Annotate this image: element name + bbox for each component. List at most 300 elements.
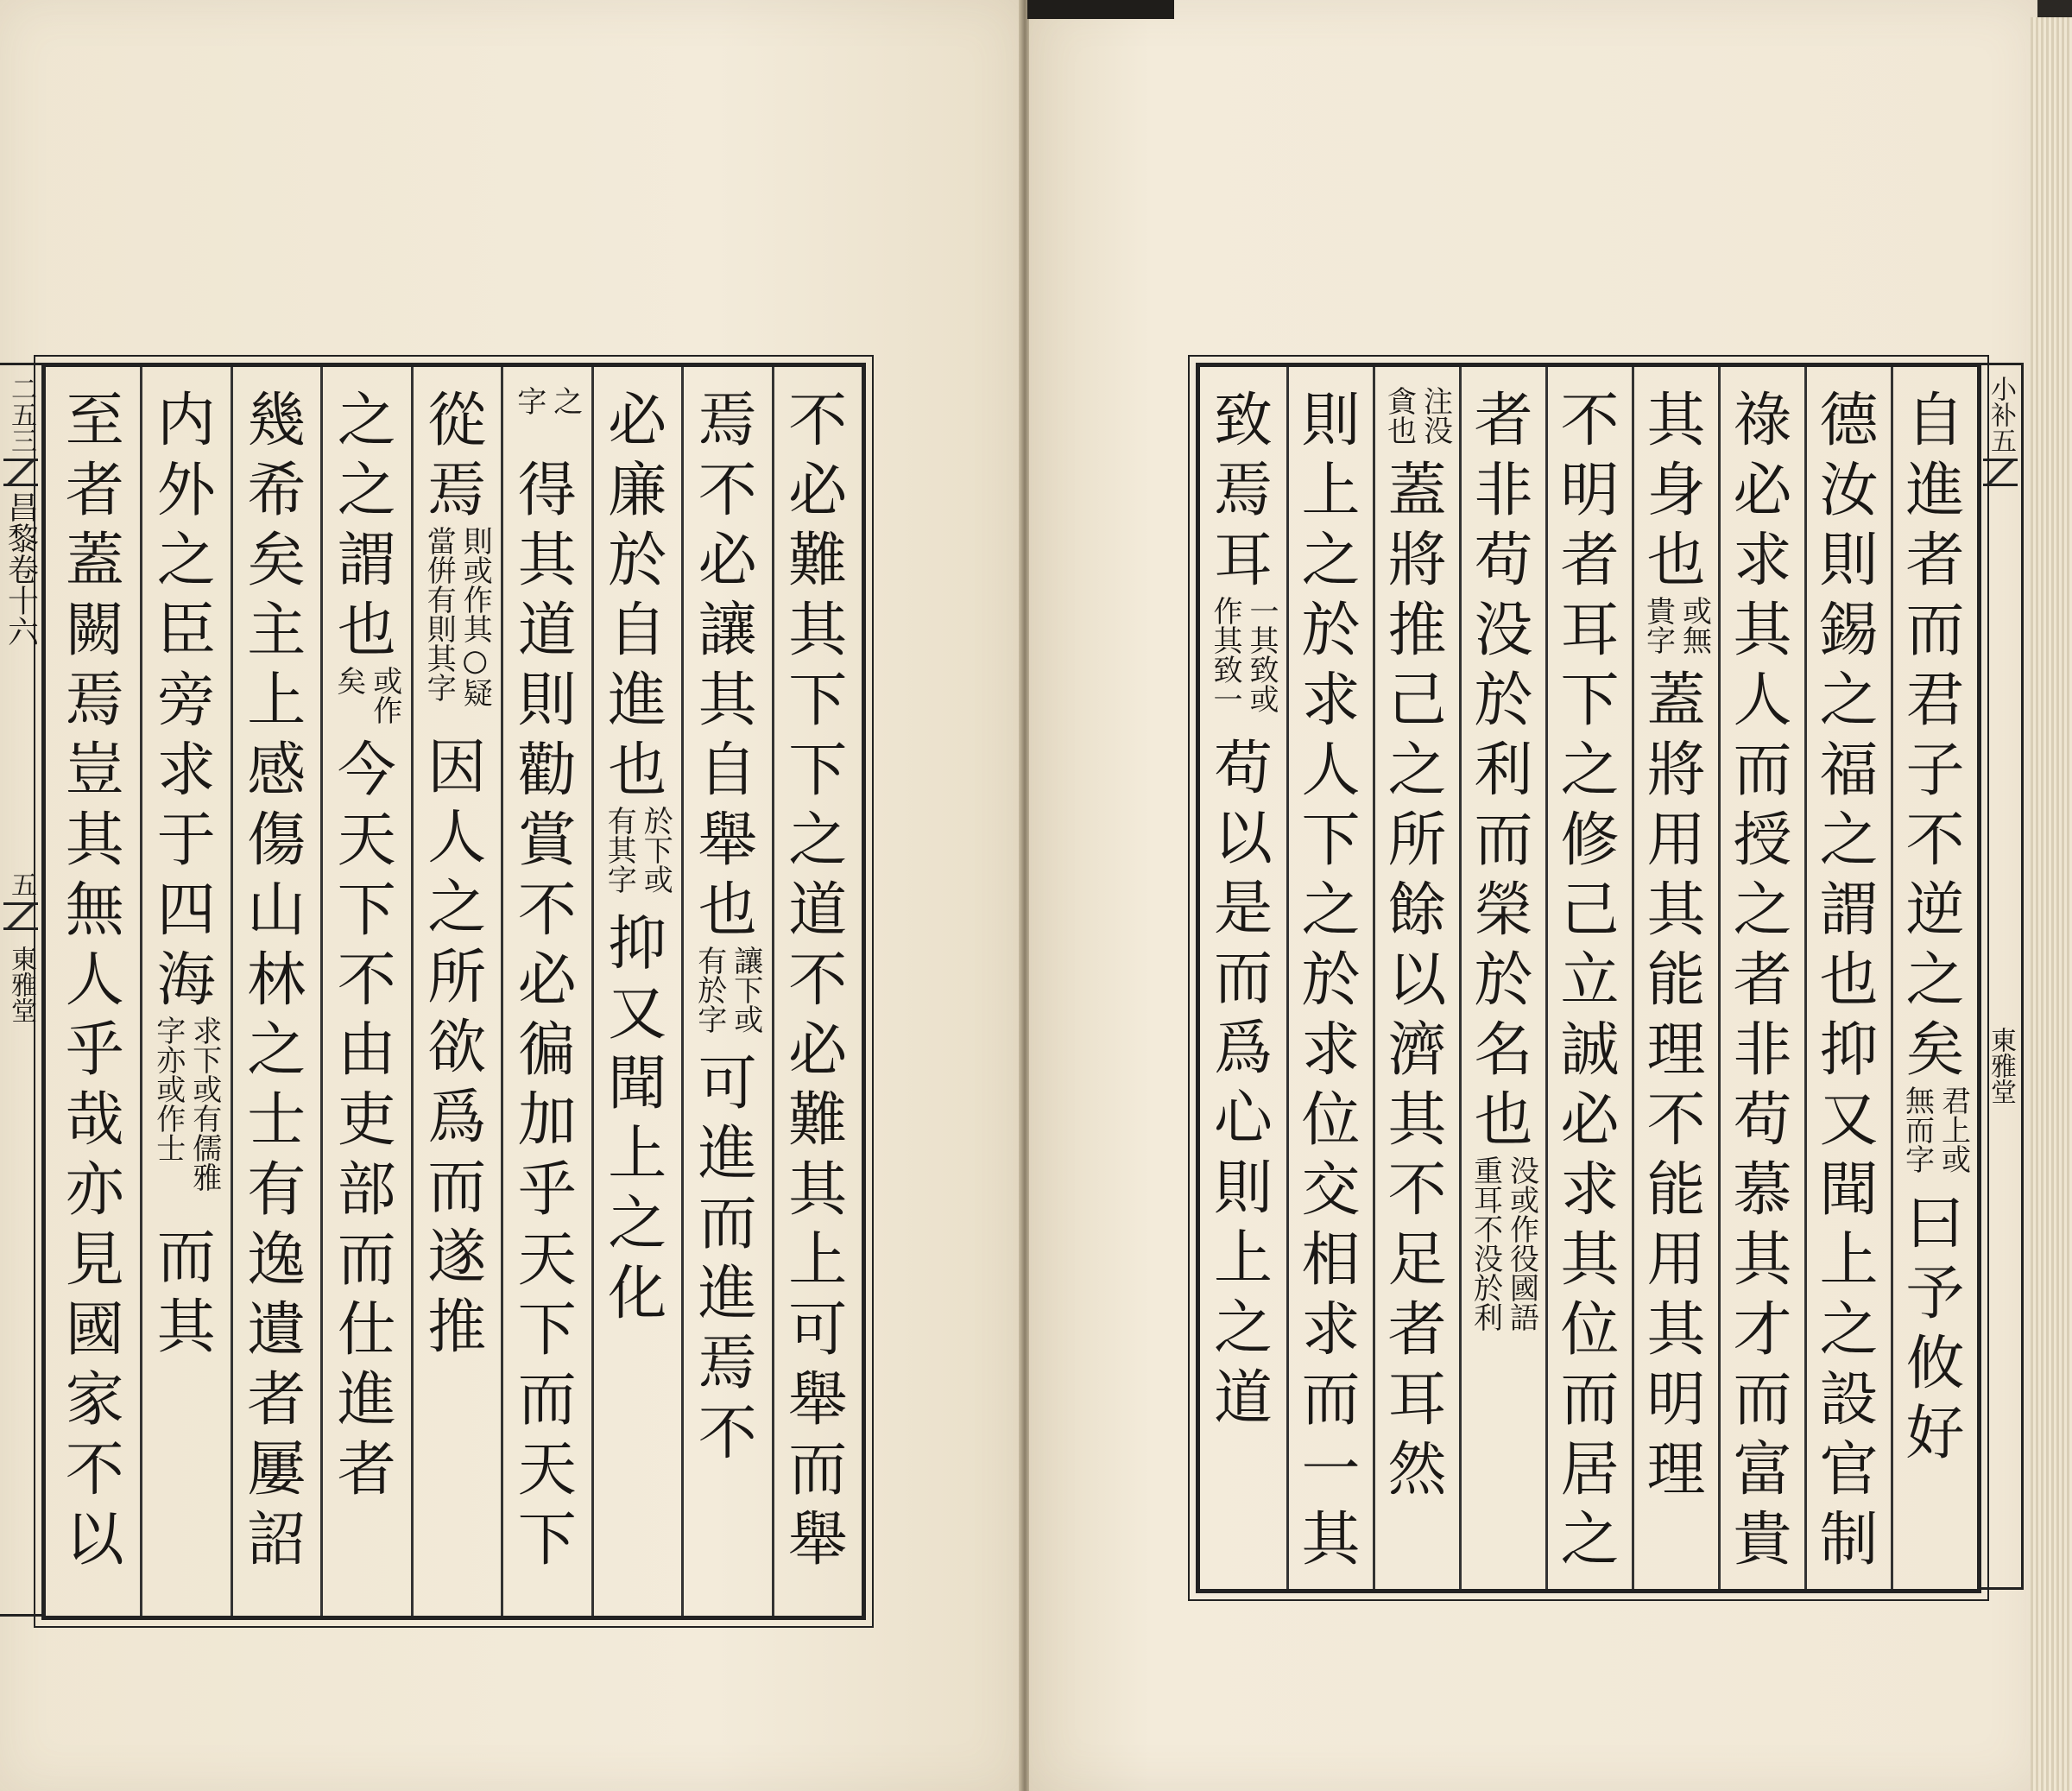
main-character: 不 — [1905, 807, 1965, 875]
main-character: 化 — [608, 1260, 667, 1328]
text-column — [320, 367, 411, 1616]
main-character: 耳 — [1560, 597, 1620, 665]
main-character: 因 — [427, 734, 487, 802]
text-column — [1459, 367, 1545, 1589]
interlinear-note — [421, 526, 492, 733]
main-character: 也 — [608, 737, 667, 805]
main-character: 所 — [427, 944, 487, 1012]
main-character: 之 — [427, 874, 487, 942]
main-character: 推 — [427, 1294, 487, 1362]
main-character: 蓋 — [1646, 667, 1706, 735]
main-character: 授 — [1733, 807, 1792, 875]
main-character: 餘 — [1387, 877, 1447, 945]
main-character: 下 — [337, 877, 396, 945]
main-character: 遂 — [427, 1224, 487, 1292]
main-character: 至 — [65, 387, 124, 455]
main-character: 官 — [1819, 1436, 1879, 1504]
main-character: 不 — [698, 1400, 757, 1468]
main-character: 君 — [1905, 667, 1965, 735]
text-column — [231, 367, 321, 1616]
main-character: 有 — [247, 1156, 306, 1225]
main-character: 明 — [1560, 457, 1620, 525]
main-character: 上 — [1301, 457, 1361, 525]
main-character: 之 — [1560, 737, 1620, 805]
main-character: 不 — [65, 1436, 124, 1504]
note-line: 之 — [547, 386, 583, 415]
main-character: 仕 — [337, 1296, 396, 1364]
main-character: 於 — [1301, 946, 1361, 1015]
main-character: 其 — [156, 1294, 216, 1362]
main-character: 無 — [65, 877, 124, 945]
main-character: 曰 — [1905, 1190, 1965, 1258]
main-character: 詔 — [247, 1506, 306, 1574]
main-character: 乎 — [65, 1016, 124, 1085]
main-character: 抑 — [1819, 1016, 1879, 1085]
main-character: 其 — [1560, 1226, 1620, 1294]
main-character: 苟 — [1733, 1086, 1792, 1155]
note-line: 貴字 — [1640, 596, 1676, 655]
main-character: 之 — [156, 527, 216, 595]
main-character: 幾 — [247, 387, 306, 455]
main-character: 人 — [65, 946, 124, 1015]
interlinear-note — [1641, 596, 1712, 666]
main-character: 立 — [1560, 946, 1620, 1015]
main-character: 祿 — [1733, 387, 1792, 455]
main-character: 逆 — [1905, 877, 1965, 945]
main-character: 今 — [337, 737, 396, 805]
main-character: 勸 — [517, 737, 577, 805]
main-character: 是 — [1213, 875, 1273, 943]
main-character: 其 — [1646, 1296, 1706, 1364]
main-character: 下 — [517, 1506, 577, 1574]
main-character: 謂 — [337, 527, 396, 595]
main-character: 其 — [1733, 597, 1792, 665]
left-margin-top: 二五三 — [6, 376, 36, 453]
main-character: 蓋 — [65, 527, 124, 595]
main-character: 於 — [1474, 946, 1533, 1015]
main-character: 致 — [1213, 387, 1273, 455]
main-character: 也 — [337, 597, 396, 665]
main-character: 而 — [1560, 1366, 1620, 1434]
text-column — [501, 367, 591, 1616]
interlinear-note — [1900, 1085, 1971, 1189]
main-character: 道 — [517, 597, 577, 665]
main-character: 焉 — [1213, 457, 1273, 525]
note-line: 有於字 — [692, 946, 727, 1034]
main-character: 以 — [1213, 805, 1273, 873]
main-character: 其 — [1646, 877, 1706, 945]
main-character: 理 — [1646, 1436, 1706, 1504]
main-character: 理 — [1646, 1016, 1706, 1085]
main-character: 于 — [156, 807, 216, 875]
main-character: 難 — [788, 527, 848, 595]
main-character: 而 — [1733, 1366, 1792, 1434]
main-character: 傷 — [247, 807, 306, 875]
main-character: 者 — [1474, 387, 1533, 455]
interlinear-note — [332, 666, 402, 736]
main-character: 德 — [1819, 387, 1879, 455]
fish-tail-icon — [1983, 459, 2018, 486]
main-character: 者 — [1905, 527, 1965, 595]
main-character: 之 — [1819, 807, 1879, 875]
note-line: 於下或 — [638, 806, 673, 894]
main-character: 子 — [1905, 737, 1965, 805]
main-character: 其 — [65, 807, 124, 875]
main-character: 用 — [1646, 1226, 1706, 1294]
main-character: 其 — [698, 667, 757, 735]
main-character: 吏 — [337, 1086, 396, 1155]
note-line: 或作 — [367, 666, 402, 725]
main-character: 欲 — [427, 1014, 487, 1082]
main-character: 矣 — [247, 527, 306, 595]
main-character: 一 — [1301, 1436, 1361, 1504]
main-character: 部 — [337, 1156, 396, 1225]
main-character: 錫 — [1819, 597, 1879, 665]
note-line: 有其字 — [602, 806, 637, 894]
main-character: 者 — [1733, 946, 1792, 1015]
main-character: 制 — [1819, 1506, 1879, 1574]
main-character: 之 — [247, 1016, 306, 1085]
main-character: 不 — [517, 877, 577, 945]
main-character: 聞 — [608, 1050, 667, 1118]
main-character: 位 — [1301, 1086, 1361, 1155]
main-character: 内 — [156, 387, 216, 455]
main-character: 者 — [65, 457, 124, 525]
main-character: 不 — [1560, 387, 1620, 455]
main-character: 不 — [1387, 1156, 1447, 1225]
main-character: 徧 — [517, 1016, 577, 1085]
text-column — [1718, 367, 1804, 1589]
main-character: 者 — [1387, 1296, 1447, 1364]
left-columns — [46, 367, 862, 1616]
main-character: 以 — [1387, 946, 1447, 1015]
main-character: 耳 — [1387, 1366, 1447, 1434]
main-character: 進 — [1905, 457, 1965, 525]
main-character: 而 — [1213, 945, 1273, 1013]
main-character: 天 — [517, 1436, 577, 1504]
main-character: 上 — [247, 667, 306, 735]
main-character: 上 — [1213, 1225, 1273, 1293]
main-character: 身 — [1646, 457, 1706, 525]
fish-tail-icon — [3, 459, 38, 486]
interlinear-note — [151, 1016, 222, 1223]
main-character: 之 — [337, 387, 396, 455]
note-line: 注没 — [1418, 386, 1453, 445]
main-character: 也 — [1819, 946, 1879, 1015]
main-character: 誠 — [1560, 1016, 1620, 1085]
text-column — [140, 367, 231, 1616]
main-character: 富 — [1733, 1436, 1792, 1504]
top-edge — [1027, 0, 1174, 19]
note-line: 重耳不没於利 — [1468, 1155, 1503, 1332]
main-character: 耳 — [1213, 527, 1273, 595]
main-character: 己 — [1560, 877, 1620, 945]
main-character: 得 — [517, 457, 577, 525]
main-character: 足 — [1387, 1226, 1447, 1294]
interlinear-note — [1382, 386, 1453, 456]
text-column — [1200, 367, 1286, 1589]
main-character: 則 — [1213, 1155, 1273, 1223]
main-character: 天 — [337, 807, 396, 875]
main-character: 求 — [156, 737, 216, 805]
main-character: 交 — [1301, 1156, 1361, 1225]
main-character: 然 — [1387, 1436, 1447, 1504]
main-character: 下 — [517, 1296, 577, 1364]
text-column — [591, 367, 682, 1616]
main-character: 求 — [1301, 1016, 1361, 1085]
main-character: 又 — [608, 980, 667, 1048]
main-character: 明 — [1646, 1366, 1706, 1434]
note-line: 字 — [511, 386, 546, 415]
main-character: 舉 — [788, 1366, 848, 1434]
main-character: 山 — [247, 877, 306, 945]
main-character: 於 — [1474, 667, 1533, 735]
main-character: 於 — [608, 527, 667, 595]
main-character: 者 — [247, 1366, 306, 1434]
interlinear-note — [1469, 1155, 1539, 1363]
main-character: 之 — [1301, 527, 1361, 595]
main-character: 舉 — [788, 1506, 848, 1574]
text-column — [50, 367, 141, 1616]
main-character: 之 — [1560, 1506, 1620, 1574]
main-character: 福 — [1819, 737, 1879, 805]
main-character: 其 — [788, 597, 848, 665]
main-character: 其 — [1646, 387, 1706, 455]
main-character: 能 — [1646, 1156, 1706, 1225]
left-text-block — [41, 363, 866, 1620]
main-character: 之 — [1213, 1294, 1273, 1363]
main-character: 主 — [247, 597, 306, 665]
right-margin-bottom: 東雅堂 — [1986, 1027, 2016, 1104]
main-character: 者 — [1560, 527, 1620, 595]
main-character: 於 — [1301, 597, 1361, 665]
main-character: 臣 — [156, 597, 216, 665]
main-character: 慕 — [1733, 1156, 1792, 1225]
main-character: 將 — [1387, 527, 1447, 595]
main-character: 之 — [608, 1190, 667, 1258]
main-character: 之 — [1733, 877, 1792, 945]
main-character: 之 — [1819, 1296, 1879, 1364]
main-character: 苟 — [1474, 527, 1533, 595]
main-character: 而 — [1905, 597, 1965, 665]
main-character: 加 — [517, 1086, 577, 1155]
main-character: 讓 — [698, 597, 757, 665]
main-character: 能 — [1646, 946, 1706, 1015]
main-character: 可 — [788, 1296, 848, 1364]
interlinear-note — [1208, 596, 1279, 734]
main-character: 又 — [1819, 1086, 1879, 1155]
main-character: 自 — [608, 597, 667, 665]
main-character: 焉 — [698, 387, 757, 455]
left-margin-title: 昌黎卷十六 — [3, 491, 39, 647]
main-character: 也 — [1474, 1086, 1533, 1155]
main-character: 則 — [1819, 527, 1879, 595]
main-character: 上 — [608, 1120, 667, 1188]
note-line: 當倂有則其字 — [421, 526, 457, 702]
main-character: 豈 — [65, 737, 124, 805]
main-character: 求 — [1301, 667, 1361, 735]
main-character: 求 — [1301, 1296, 1361, 1364]
main-character: 不 — [698, 457, 757, 525]
right-text-block — [1196, 363, 1981, 1593]
main-character: 進 — [698, 1120, 757, 1188]
text-column — [1632, 367, 1718, 1589]
main-character: 闕 — [65, 597, 124, 665]
main-character: 賞 — [517, 807, 577, 875]
main-character: 而 — [1301, 1366, 1361, 1434]
text-column — [1891, 367, 1977, 1589]
main-character: 聞 — [1819, 1156, 1879, 1225]
main-character: 汝 — [1819, 457, 1879, 525]
main-character: 而 — [788, 1436, 848, 1504]
main-character: 之 — [1819, 667, 1879, 735]
main-character: 哉 — [65, 1086, 124, 1155]
main-character: 而 — [1474, 807, 1533, 875]
main-character: 而 — [156, 1224, 216, 1292]
text-column — [1373, 367, 1459, 1589]
main-character: 進 — [608, 667, 667, 735]
main-character: 焉 — [427, 457, 487, 525]
main-character: 蓋 — [1387, 457, 1447, 525]
main-character: 用 — [1646, 807, 1706, 875]
main-character: 人 — [427, 804, 487, 872]
note-line: 没或作役國語 — [1504, 1155, 1539, 1332]
main-character: 難 — [788, 1086, 848, 1155]
main-character: 不 — [788, 387, 848, 455]
note-line: 求下或有儒雅 — [186, 1016, 222, 1192]
main-character: 天 — [517, 1226, 577, 1294]
text-column — [681, 367, 772, 1616]
note-line: 無而字 — [1899, 1085, 1935, 1174]
text-column — [1545, 367, 1632, 1589]
main-character: 士 — [247, 1086, 306, 1155]
main-character: 感 — [247, 737, 306, 805]
main-character: 必 — [788, 1016, 848, 1085]
main-character: 亦 — [65, 1156, 124, 1225]
main-character: 下 — [788, 667, 848, 735]
main-character: 希 — [247, 457, 306, 525]
main-character: 濟 — [1387, 1016, 1447, 1085]
main-character: 心 — [1213, 1085, 1273, 1153]
main-character: 家 — [65, 1366, 124, 1434]
main-character: 下 — [788, 737, 848, 805]
main-character: 位 — [1560, 1296, 1620, 1364]
main-character: 求 — [1560, 1156, 1620, 1225]
note-line: 或無 — [1677, 596, 1712, 655]
main-character: 上 — [1819, 1226, 1879, 1294]
main-character: 乎 — [517, 1156, 577, 1225]
right-margin-top: 小补五 — [1986, 376, 2016, 453]
main-character: 而 — [517, 1366, 577, 1434]
main-character: 也 — [698, 877, 757, 945]
main-character: 由 — [337, 1016, 396, 1085]
main-character: 不 — [1646, 1086, 1706, 1155]
main-character: 見 — [65, 1226, 124, 1294]
note-line: 則或作其○疑 — [458, 526, 493, 707]
main-character: 好 — [1905, 1400, 1965, 1468]
left-margin-bottom: 東雅堂 — [6, 946, 36, 1023]
main-character: 爲 — [1213, 1015, 1273, 1083]
main-character: 而 — [1733, 737, 1792, 805]
main-character: 屢 — [247, 1436, 306, 1504]
main-character: 推 — [1387, 597, 1447, 665]
main-character: 自 — [1905, 387, 1965, 455]
main-character: 榮 — [1474, 877, 1533, 945]
main-character: 不 — [337, 946, 396, 1015]
main-character: 從 — [427, 387, 487, 455]
main-character: 攸 — [1905, 1330, 1965, 1398]
main-character: 其 — [1301, 1506, 1361, 1574]
main-character: 設 — [1819, 1366, 1879, 1434]
main-character: 所 — [1387, 807, 1447, 875]
main-character: 之 — [337, 457, 396, 525]
main-character: 必 — [698, 527, 757, 595]
main-character: 苟 — [1213, 735, 1273, 803]
main-character: 之 — [1387, 737, 1447, 805]
interlinear-note — [602, 806, 673, 909]
main-character: 焉 — [65, 667, 124, 735]
text-column — [411, 367, 502, 1616]
main-character: 必 — [1560, 1086, 1620, 1155]
main-character: 而 — [427, 1154, 487, 1222]
main-character: 没 — [1474, 597, 1533, 665]
main-character: 將 — [1646, 737, 1706, 805]
main-character: 貴 — [1733, 1506, 1792, 1574]
main-character: 者 — [337, 1436, 396, 1504]
main-character: 其 — [517, 527, 577, 595]
main-character: 則 — [517, 667, 577, 735]
main-character: 之 — [788, 807, 848, 875]
main-character: 國 — [65, 1296, 124, 1364]
main-character: 謂 — [1819, 877, 1879, 945]
main-character: 之 — [1905, 946, 1965, 1015]
main-character: 也 — [1646, 527, 1706, 595]
main-character: 進 — [337, 1366, 396, 1434]
main-character: 海 — [156, 946, 216, 1015]
main-character: 利 — [1474, 737, 1533, 805]
main-character: 道 — [788, 877, 848, 945]
main-character: 其 — [788, 1156, 848, 1225]
text-column — [772, 367, 862, 1616]
main-character: 下 — [1560, 667, 1620, 735]
right-margin-strip — [1977, 363, 2024, 1590]
note-line: 一其致或 — [1244, 596, 1279, 713]
main-character: 外 — [156, 457, 216, 525]
main-character: 必 — [788, 457, 848, 525]
main-character: 人 — [1301, 737, 1361, 805]
main-character: 之 — [1301, 877, 1361, 945]
main-character: 爲 — [427, 1084, 487, 1152]
text-column — [1286, 367, 1373, 1589]
main-character: 非 — [1733, 1016, 1792, 1085]
main-character: 不 — [788, 946, 848, 1015]
note-line: 字亦或作士 — [150, 1016, 186, 1162]
left-margin-page: 五 — [6, 871, 36, 897]
main-character: 則 — [1301, 387, 1361, 455]
main-character: 以 — [65, 1506, 124, 1574]
main-character: 遺 — [247, 1296, 306, 1364]
note-line: 作其致一 — [1208, 596, 1242, 713]
main-character: 其 — [1733, 1226, 1792, 1294]
main-character: 下 — [1301, 807, 1361, 875]
main-character: 予 — [1905, 1260, 1965, 1328]
note-line: 貪也 — [1381, 386, 1417, 445]
main-character: 修 — [1560, 807, 1620, 875]
main-character: 其 — [1387, 1086, 1447, 1155]
text-column — [1804, 367, 1891, 1589]
main-character: 必 — [608, 387, 667, 455]
main-character: 進 — [698, 1260, 757, 1328]
